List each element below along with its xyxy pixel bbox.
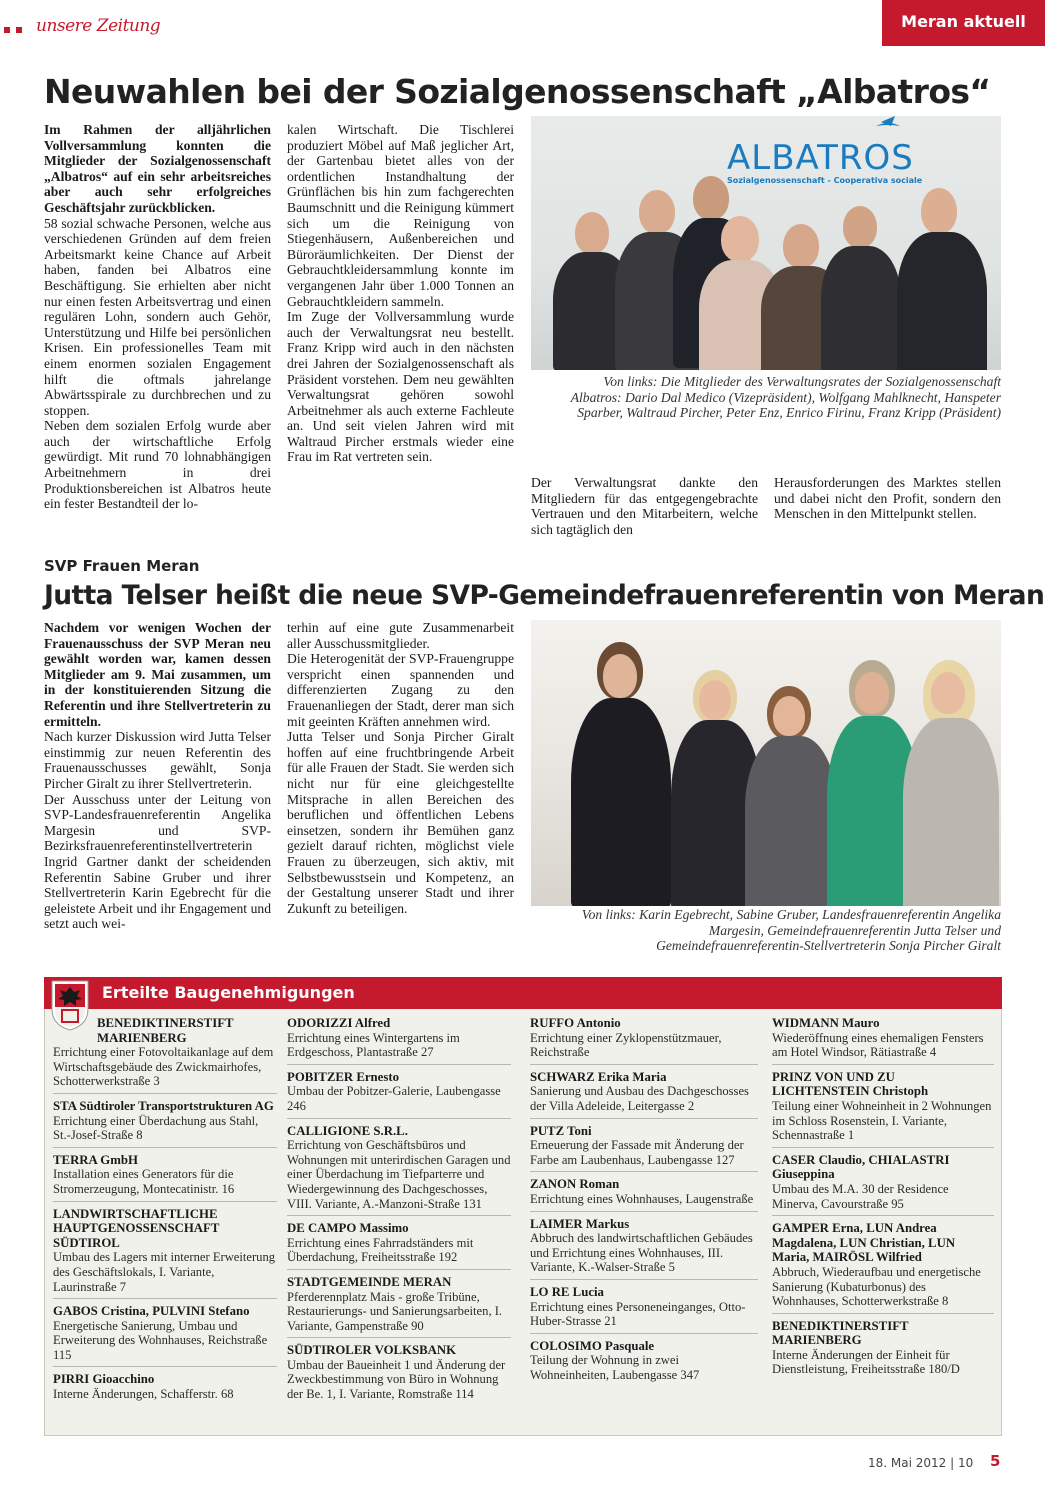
permit-description: Umbau des M.A. 30 der Residence Minerva, Cavourstraße 95 [772, 1181, 949, 1211]
building-permits-title: Erteilte Baugenehmigungen [102, 983, 355, 1002]
article1-column-2 [287, 122, 514, 542]
permits-column-4 [772, 1014, 994, 1384]
page-number: 5 [990, 1452, 1001, 1470]
permit-entry [287, 1219, 511, 1270]
article2-lead: Nachdem vor wenigen Wochen der Frauenausschuss der SVP Meran neu gewählt worden war, kamen dessen Mitglieder am 9. Mai zusammen, um in der konstituierenden Sitzung die Referentin und ihre Stellvertreterin zu ermitteln. [44, 620, 271, 729]
article1-column-4 [774, 475, 1001, 522]
permit-applicant: LANDWIRTSCHAFTLICHE HAUPTGENOSSENSCHAFT SÜDTIROL [53, 1206, 220, 1250]
permit-entry [772, 1151, 994, 1216]
permit-description: Interne Änderungen der Einheit für Dienstleistung, Freiheitsstraße 180/D [772, 1347, 960, 1377]
article2-headline: Jutta Telser heißt die neue SVP-Gemeindefrauenreferentin von Meran [44, 580, 1045, 611]
permit-applicant: STA Südtiroler Transportstrukturen AG [53, 1098, 274, 1113]
article1-photo-caption: Von links: Die Mitglieder des Verwaltungsrates der Sozialgenossenschaft Albatros: Dario Dal Medico (Vizepräsident), Wolfgang Mahlknecht, Hanspeter Sparber, Waltraud Pircher, Peter Enz, Enrico Firinu, Franz Kripp (Präsident) [570, 374, 1001, 421]
article1-paragraph: Herausforderungen des Marktes stellen und dabei nicht den Profit, sondern den Menschen in den Mittelpunkt stellen. [774, 475, 1001, 522]
permit-applicant: LAIMER Markus [530, 1216, 630, 1231]
article1-paragraph: Neben dem sozialen Erfolg wurde aber auch der wirtschaftliche Erfolg gewürdigt. Mit rund 70 lohnabhängigen Arbeitnehmern in drei Produktionsbereichen ist Albatros heute ein fester Bestandteil der lo- [44, 418, 271, 512]
permit-entry [772, 1014, 994, 1065]
permit-applicant: WIDMANN Mauro [772, 1016, 880, 1030]
permit-entry [772, 1219, 994, 1314]
permit-entry [772, 1068, 994, 1148]
permit-description: Errichtung von Geschäftsbüros und Wohnungen mit unterirdischen Garagen und einer Überdachung im Tiefparterre und Wiedergewinnung des Dachgeschosses, VIII. Variante, A.-Manzoni-Straße 131 [287, 1138, 511, 1211]
albatros-group-photo [531, 116, 1001, 370]
permit-entry [530, 1122, 758, 1173]
article1-column-1 [44, 122, 271, 542]
permit-applicant: POBITZER Ernesto [287, 1069, 399, 1084]
permit-applicant: GAMPER Erna, LUN Andrea Magdalena, LUN Christian, LUN Maria, MAIRÖSL Wilfried [772, 1221, 956, 1265]
permit-description: Abbruch des landwirtschaftlichen Gebäudes und Errichtung eines Wohnhauses, III. Variante, K.-Walser-Straße 5 [530, 1231, 753, 1275]
permit-applicant: LO RE Lucia [530, 1284, 604, 1299]
permit-description: Teilung der Wohnung in zwei Wohneinheiten, Laubengasse 347 [530, 1353, 700, 1382]
permit-applicant: PUTZ Toni [530, 1123, 592, 1138]
permit-description: Erneuerung der Fassade mit Änderung der Farbe am Laubenhaus, Laubengasse 127 [530, 1138, 744, 1167]
permit-description: Teilung einer Wohneinheit in 2 Wohnungen im Schloss Rosenstein, I. Variante, Schennastraße 1 [772, 1098, 992, 1143]
permit-applicant: CALLIGIONE S.R.L. [287, 1123, 408, 1138]
permit-entry [772, 1317, 994, 1381]
permit-description: Errichtung einer Zyklopenstützmauer, Reichstraße [530, 1030, 722, 1060]
permit-applicant: SÜDTIROLER VOLKSBANK [287, 1343, 457, 1358]
permit-applicant: BENEDIKTINERSTIFT MARIENBERG [772, 1318, 909, 1348]
permit-description: Errichtung eines Wintergartens im Erdgeschoss, Plantastraße 27 [287, 1030, 460, 1060]
article2-column-2 [287, 620, 514, 958]
permit-entry [53, 1302, 277, 1367]
permit-applicant: ODORIZZI Alfred [287, 1016, 391, 1030]
permit-entry [287, 1014, 511, 1065]
article2-kicker: SVP Frauen Meran [44, 557, 200, 575]
permit-entry [287, 1341, 511, 1405]
permit-entry [530, 1337, 758, 1387]
article1-column-3 [531, 475, 758, 537]
permit-description: Umbau des Lagers mit interner Erweiterung des Geschäftslokals, I. Variante, Laurinstraße 7 [53, 1250, 276, 1294]
permit-description: Errichtung einer Fotovoltaikanlage auf dem Wirtschaftsgebäude des Zwickmairhofes, Schotterwerkstraße 3 [53, 1045, 274, 1089]
permit-entry [530, 1283, 758, 1334]
permit-description: Errichtung eines Fahrradständers mit Überdachung, Freiheitsstraße 192 [287, 1235, 474, 1265]
publication-logo: unsere Zeitung [36, 16, 161, 36]
permit-applicant: ZANON Roman [530, 1177, 620, 1192]
article1-paragraph: kalen Wirtschaft. Die Tischlerei produziert Möbel auf Maß jeglicher Art, der Gartenbau bietet alles von der ordentlichen Instandhaltung der Grünflächen bis hin zum fachgerechten Baumschnitt und die Reinigung kümmert sich um die Reinigung von Stiegenhäusern, Außenbereichen und Büroräumlichkeiten. Der Dienst der Gebrauchtkleidersammlung konnte im vergangenen Jahr über 1.000 Tonnen an Gebrauchtkleidern sammeln. [287, 122, 514, 309]
permit-entry [530, 1175, 758, 1211]
article1-paragraph: 58 sozial schwache Personen, welche aus verschiedenen Gründen auf dem freien Arbeitsmarkt keine Chance auf Arbeit haben, fanden bei Albatros eine Beschäftigung. Sie erhielten aber nicht nur einen festen Arbeitsvertrag und einen regulären Lohn, sondern auch Gehör, Unterstützung und Hilfe bei persönlichen Krisen. Ein professionelles Team mit einem enormen sozialen Engagement hilft die oftmals jahrelange Abwärtsspirale zu durchbrechen und zu stoppen. [44, 215, 271, 418]
article1-lead: Im Rahmen der alljährlichen Vollversammlung konnten die Mitglieder der Sozialgenossenschaft „Albatros“ auf ein sehr arbeitsreiches aber auch sehr erfolgreiches Geschäftsjahr zurückblicken. [44, 122, 271, 215]
permit-entry [530, 1014, 758, 1065]
permit-description: Pferderennplatz Mais - große Tribüne, Restaurierungs- und Sanierungsarbeiten, I. Variante, Gampenstraße 90 [287, 1289, 503, 1333]
permit-applicant: COLOSIMO Pasquale [530, 1338, 655, 1353]
permits-column-2 [287, 1014, 511, 1409]
article1-paragraph: Der Verwaltungsrat dankte den Mitgliedern für das entgegengebrachte Vertrauen und den Mitarbeitern, welche sich tagtäglich den [531, 475, 758, 537]
article2-paragraph: Der Ausschuss unter der Leitung von SVP-Landesfrauenreferentin Angelika Margesin und SVP-Bezirksfrauenreferentinstellvertreterin Ingrid Gartner dankt der scheidenden Referentin Sabine Gruber und ihrer Stellvertreterin Karin Egebrecht für die geleistete Arbeit und ihr Engagement und setzt auch wei- [44, 791, 271, 932]
permit-applicant: STADTGEMEINDE MERAN [287, 1274, 452, 1289]
permits-column-1 [53, 1014, 277, 1409]
article2-column-1 [44, 620, 271, 958]
albatros-logo-subtitle: Sozialgenossenschaft - Cooperativa sociale [727, 176, 923, 185]
article2-paragraph: Nach kurzer Diskussion wird Jutta Telser einstimmig zur neuen Referentin des Frauenausschusses gewählt, Sonja Pircher Giralt zu ihrer Stellvertreterin. [44, 729, 271, 791]
permit-entry [287, 1122, 511, 1217]
permit-entry [530, 1068, 758, 1119]
permit-entry [287, 1068, 511, 1119]
permit-applicant: CASER Claudio, CHIALASTRI Giuseppina [772, 1152, 950, 1182]
permit-applicant: GABOS Cristina, PULVINI Stefano [53, 1304, 250, 1319]
permit-applicant: PRINZ VON UND ZU LICHTENSTEIN Christoph [772, 1069, 929, 1099]
permit-applicant: SCHWARZ Erika Maria [530, 1069, 667, 1084]
permit-applicant: PIRRI Gioacchino [53, 1372, 155, 1387]
albatros-logo-text: ALBATROS [727, 138, 914, 178]
permit-description: Errichtung eines Personeneinganges, Otto-Huber-Strasse 21 [530, 1299, 746, 1329]
permit-description: Abbruch, Wiederaufbau und energetische Sanierung (Kubaturbonus) des Wohnhauses, Schotterwerkstraße 8 [772, 1264, 981, 1309]
permit-description: Energetische Sanierung, Umbau und Erweiterung des Wohnhauses, Reichstraße 115 [53, 1318, 268, 1362]
article2-paragraph: Jutta Telser und Sonja Pircher Giralt hoffen auf eine fruchtbringende Arbeit für alle Frauen der Stadt. Sie werden sich nicht nur für eine gleichgestellte Mitsprache in allen Bereichen des beruflichen und öffentlichen Lebens einsetzen, sondern ihr Bemühen ganz gezielt darauf richten, möglichst viele Frauen zu überzeugen, sich aktiv, mit Selbstbewusstsein und Kompetenz, an der Gestaltung unserer Stadt und ihrer Zukunft zu beteiligen. [287, 729, 514, 916]
section-tab: Meran aktuell [882, 0, 1045, 46]
permit-entry [287, 1273, 511, 1338]
permit-description: Umbau der Pobitzer-Galerie, Laubengasse 246 [287, 1084, 501, 1113]
permit-applicant: BENEDIKTINERSTIFT MARIENBERG [97, 1016, 234, 1045]
permit-description: Installation eines Generators für die Stromerzeugung, Montecatinistr. 16 [53, 1167, 235, 1196]
permit-applicant: DE CAMPO Massimo [287, 1221, 409, 1236]
permit-entry [53, 1151, 277, 1202]
permit-description: Sanierung und Ausbau des Dachgeschosses der Villa Adeleide, Leitergasse 2 [530, 1084, 749, 1113]
article1-headline: Neuwahlen bei der Sozialgenossenschaft „Albatros“ [44, 72, 991, 111]
article2-paragraph: terhin auf eine gute Zusammenarbeit aller Ausschussmitglieder. [287, 620, 514, 651]
permit-entry [53, 1097, 277, 1148]
permit-description: Errichtung eines Wohnhauses, Laugenstraße [530, 1191, 754, 1206]
permit-description: Umbau der Baueinheit 1 und Änderung der Zweckbestimmung von Büro in Wohnung der Be. 1, I. Variante, Romstraße 114 [287, 1357, 506, 1402]
permit-description: Interne Änderungen, Schafferstr. 68 [53, 1387, 234, 1402]
permit-applicant: TERRA GmbH [53, 1152, 138, 1167]
issue-date: 18. Mai 2012 | 10 [868, 1456, 974, 1470]
article2-paragraph: Die Heterogenität der SVP-Frauengruppe verspricht einen spannenden und differenzierten Zugang zu den Frauenanliegen der Stadt, derer man sich mit geeinten Kräften annehmen wird. [287, 651, 514, 729]
header-decoration [4, 27, 30, 33]
permit-entry [53, 1014, 277, 1094]
permit-description: Errichtung einer Überdachung aus Stahl, St.-Josef-Straße 8 [53, 1113, 259, 1143]
permits-column-3 [530, 1014, 758, 1389]
permit-entry [53, 1370, 277, 1405]
permit-description: Wiederöffnung eines ehemaligen Fensters am Hotel Windsor, Rätiastraße 4 [772, 1030, 984, 1060]
permit-entry [53, 1205, 277, 1300]
article2-photo-caption: Von links: Karin Egebrecht, Sabine Gruber, Landesfrauenreferentin Angelika Margesin, Gemeindefrauenreferentin Jutta Telser und Gemeindefrauenreferentin-Stellvertreterin Sonja Pircher Giralt [581, 907, 1001, 954]
article1-paragraph: Im Zuge der Vollversammlung wurde auch der Verwaltungsrat neu bestellt. Franz Kripp wird auch in den nächsten drei Jahren der Sozialgenossenschaft als Präsident vorstehen. Dem neu gewählten Verwaltungsrat gehören sowohl Arbeitnehmer als auch externe Fachleute an. Und seit vielen Jahren wird mit Waltraud Pircher erstmals wieder eine Frau im Rat vertreten sein. [287, 309, 514, 465]
permit-applicant: RUFFO Antonio [530, 1016, 621, 1030]
svp-women-group-photo [531, 620, 1001, 906]
permit-entry [530, 1215, 758, 1280]
